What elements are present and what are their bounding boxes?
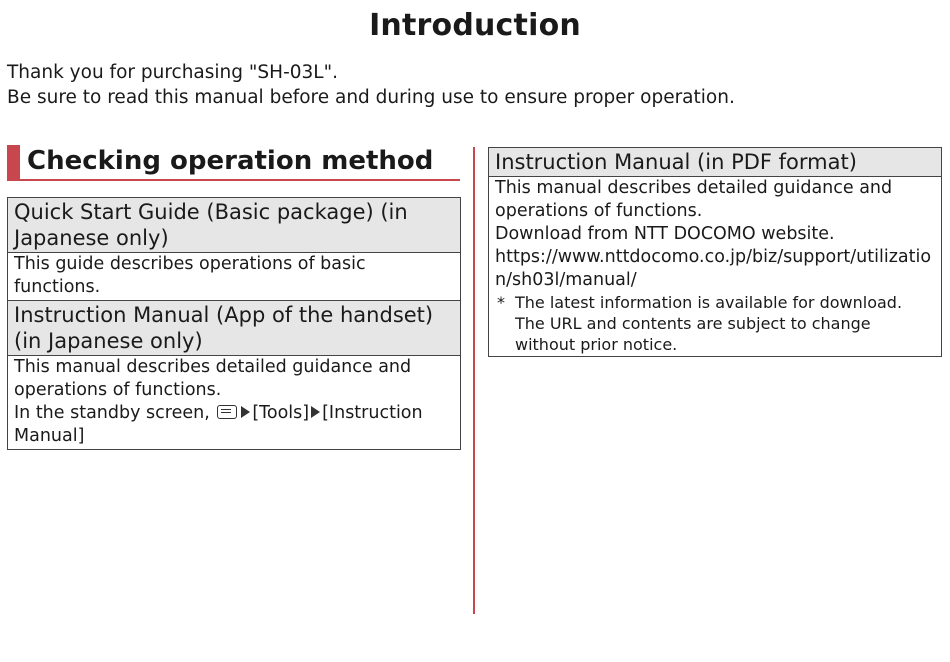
arrow-right-icon [241, 406, 250, 418]
pdf-manual-note-text: The latest information is available for download. The URL and contents are subject to change without prior notice. [515, 293, 903, 354]
pdf-manual-box [488, 147, 942, 357]
page-title: Introduction [369, 8, 581, 43]
column-divider [473, 147, 475, 614]
app-manual-step-tools: [Tools] [252, 403, 310, 423]
intro-line-read-manual: Be sure to read this manual before and during use to ensure proper operation. [7, 87, 735, 108]
app-manual-step-instruction-manual: [Instruction Manual] [14, 403, 423, 446]
app-manual-steps [14, 402, 454, 448]
intro-line-thanks: Thank you for purchasing "SH-03L". [7, 62, 338, 83]
note-asterisk: * [497, 293, 505, 312]
section-heading-text: Checking operation method [27, 146, 434, 176]
left-column [7, 197, 461, 450]
pdf-manual-download: Download from NTT DOCOMO website. [495, 224, 835, 244]
pdf-manual-note [495, 292, 935, 355]
pdf-manual-url[interactable]: https://www.nttdocomo.co.jp/biz/support/utilization/sh03l/manual/ [495, 247, 932, 290]
pdf-manual-body [489, 177, 941, 356]
app-manual-steps-prefix: In the standby screen, [14, 403, 210, 423]
intro-text [7, 60, 735, 110]
app-manual-body [8, 356, 460, 449]
app-manual-description: This manual describes detailed guidance and operations of functions. [14, 357, 412, 400]
right-column [488, 147, 942, 357]
menu-key-icon [217, 405, 237, 419]
app-manual-title: Instruction Manual (App of the handset) (in Japanese only) [8, 301, 460, 356]
section-heading [7, 145, 460, 181]
quick-start-guide-description: This guide describes operations of basic functions. [14, 254, 366, 297]
heading-accent-bar [7, 145, 20, 179]
quick-start-guide-body [8, 253, 460, 300]
pdf-manual-title: Instruction Manual (in PDF format) [489, 148, 941, 177]
app-manual-box [7, 301, 461, 450]
quick-start-guide-box [7, 197, 461, 301]
arrow-right-icon [311, 406, 320, 418]
quick-start-guide-title: Quick Start Guide (Basic package) (in Japanese only) [8, 198, 460, 253]
pdf-manual-description: This manual describes detailed guidance and operations of functions. [495, 178, 893, 221]
